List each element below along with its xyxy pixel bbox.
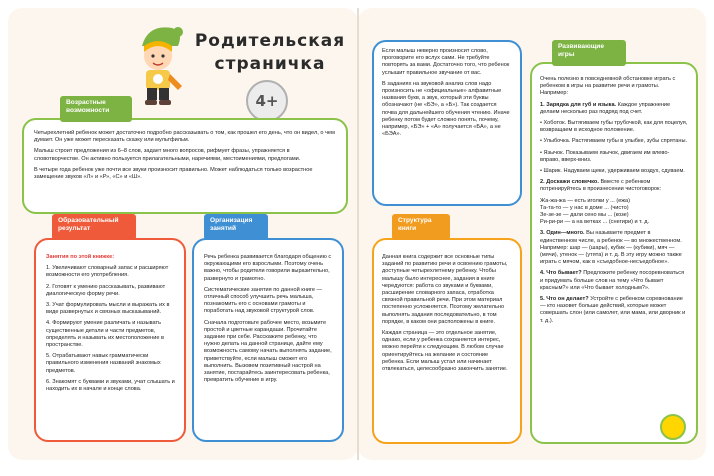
games-item: Жа-жа-жа — есть иголки у ... (ежа) Та-та-то — у нас в доме ... (чисто) Зе-зе-зе — дали сено мы ... (козе) Ри-ри-ри — а на ветках ... (снегири) и т. д. <box>540 197 650 226</box>
abilities-paragraph: Малыш строит предложения из 6–8 слов, задает много вопросов, рифмует фразы, упражняется в словотворчестве. Он активно пользуется прилагательными, наречиями, местоимениями, предлогами. <box>34 148 301 162</box>
list-item: 1. Увеличивают словарный запас и расширяют возможности его употребления. <box>46 265 169 279</box>
games-intro: Очень полезно в повседневной обстановке играть с ребенком в игры на развитие речи и грамоты. Например: <box>540 76 676 97</box>
games-item: • Шарик. Надуваем щеки, удерживаем воздух, сдуваем. <box>540 168 685 175</box>
games-item: 1. Зарядка для губ и языка. Каждое упражнение делаем несколько раз подряд под счет. <box>540 101 671 115</box>
organization-box <box>192 238 344 442</box>
games-item: • Хоботок. Вытягиваем губы трубочкой, как для поцелуя, возвращаем в исходное положение. <box>540 120 688 134</box>
result-heading: Занятия по этой книжке: <box>46 254 115 260</box>
age-badge: 4+ <box>246 80 288 122</box>
page-title: Родительская страничка <box>194 31 346 74</box>
list-item: 2. Готовят к умению рассказывать, развивают диалогическую форму речи. <box>46 283 166 297</box>
boy-illustration <box>128 22 188 110</box>
abilities-box <box>22 118 348 214</box>
structure-paragraph: Каждая страница — это отдельное занятие, однако, если у ребенка сохраняется интерес, можно перейти к следующим. В любом случае ориентируйтесь на желание и состояние ребенка. Если малыш устал или начинает отвлекаться, целесообразно закончить занятие. <box>382 330 508 373</box>
games-item: 4. Что бывает? Предложите ребенку посоревноваться и придумать больше слов на тему «Что бывает красным?» или «Что бывает холодным?». <box>540 270 685 291</box>
list-item: 6. Знакомят с буквами и звуками, учат слышать и находить их в начале и конце слова. <box>46 378 175 393</box>
abilities-tag-label: Возрастные возможности <box>66 99 110 114</box>
structure-tag <box>392 214 450 240</box>
result-tag-label: Образовательный результат <box>58 217 119 232</box>
sound-analysis-box <box>372 40 522 206</box>
structure-tag-label: Структура книги <box>398 217 432 232</box>
games-item: 3. Один—много. Вы называете предмет в единственном числе, а ребенок — во множественном. Например: шар — (шары), кубик — (кубики), мяч — (мячи), утенок — (утята) и т. д. В эту игру можно также играть с мячом, как в «съедобное-несъедобное». <box>540 230 682 266</box>
structure-box <box>372 238 522 444</box>
games-box <box>530 62 698 444</box>
games-item: • Улыбочка. Растягиваем губы в улыбке, зубы спрятаны. <box>540 138 688 145</box>
organization-tag-label: Организация занятий <box>210 217 253 232</box>
book-spine <box>357 8 359 460</box>
abilities-tag <box>60 96 132 122</box>
structure-paragraph: Данная книга содержит все основные типы заданий по развитию речи и освоению грамоты, доступные четырехлетнему ребенку. Чтобы малышу было интереснее, задания в книге чередуются: работа со звуками и буквами, расширение словарного запаса, отработка связной правильной речи. При этом материал постепенно усложняется. Поэтому желательно выполнять задания последовательно, в том порядке, в каком они расположены в книге. <box>382 254 508 325</box>
organization-paragraph: Речь ребенка развивается благодаря общению с окружающими его взрослыми. Поэтому очень важно, чтобы родители говорили выразительно, развернуто и грамотно. <box>204 254 332 282</box>
result-box <box>34 238 186 442</box>
abilities-paragraph: В четыре года ребенок уже почти все звуки произносит правильно. Может наблюдаться только возрастное замещение звуков «Л» и «Р», «С» и «Ш». <box>34 166 313 181</box>
abilities-paragraph: Четырехлетний ребенок может достаточно подробно рассказывать о том, как прошел его день, что он видел, о чем думает. Он уже может пересказать сказку или мультфильм. <box>34 130 335 144</box>
organization-paragraph: Сначала подготовьте рабочее место, возьмите простой и цветные карандаши. Прочитайте задание при себе. Расскажите ребенку, что нужно делать на данной странице, дайте ему возможность самому начать выполнять задание, приветствуйте, если малыш сможет его выполнить. Вызовем позитивный настрой на занятие, постарайтесь заинтересовать ребенка, превратить обучение в игру. <box>204 319 332 384</box>
sound-analysis-paragraph: В заданиях на звуковой анализ слов надо произносить не «официальные» алфавитные названия букв, а звук, который эти буквы обозначают (не «БЭ», а «Б»). Так создается почва для дальнейшего обучения чтению. Иначе ребенку потом будет сложно понять, почему, например, «БЭ» + «А» получается «БА», а не «БЭА». <box>382 80 510 138</box>
result-list <box>46 265 176 393</box>
games-item: 5. Что он делает? Устройте с ребенком соревнование — кто назовет больше действий, которые может совершать слон (или самолет, или мама, или дворник и т. д.). <box>540 296 686 324</box>
games-tag <box>552 40 626 66</box>
games-item: • Язычок. Показываем язычок, двигаем им влево-вправо, вверх-вниз. <box>540 149 670 163</box>
result-tag <box>52 214 136 240</box>
organization-paragraph: Систематические занятия по данной книге — отличный способ улучшить речь малыша, познакомить его с основами грамоты и поработать над звуковой структурой слов. <box>204 286 323 315</box>
list-item: 5. Отрабатывают навык грамматически правильного изменения названий знакомых предметов. <box>46 353 161 374</box>
flower-decoration <box>660 414 686 440</box>
games-tag-label: Развивающие игры <box>558 43 604 58</box>
sound-analysis-paragraph: Если малыш неверно произносит слово, проговорите его вслух сами. Не требуйте повторять за вами. Достаточно того, что ребенок услышит правильное звучание от вас. <box>382 48 510 76</box>
organization-tag <box>204 214 268 240</box>
list-item: 4. Формируют умение различать и называть существенные детали и части предметов, определять и называть их местоположение в пространстве. <box>46 320 165 349</box>
games-item: 2. Доскажи словечко. Вместе с ребенком потренируйтесь в произнесении чистоговорок: <box>540 179 662 193</box>
list-item: 3. Учат формулировать мысли и выражать их в виде развернутых и связных высказываний. <box>46 302 170 316</box>
